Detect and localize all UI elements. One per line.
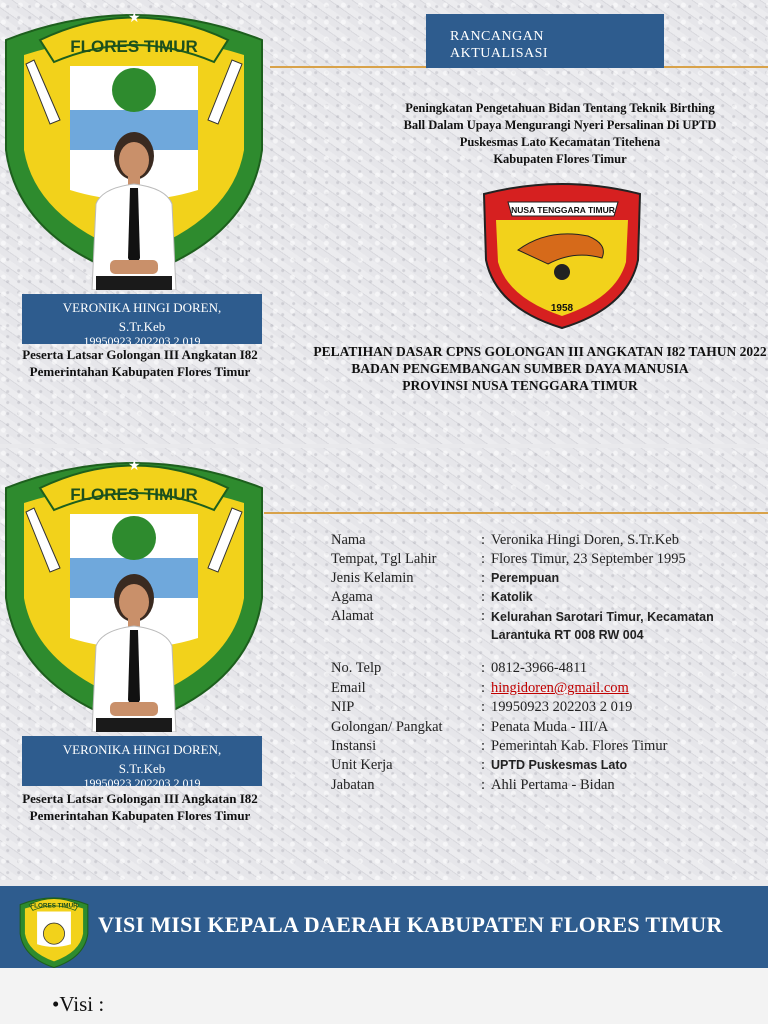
participant-nip: 19950923 202203 2 019 bbox=[83, 776, 201, 786]
svg-text:★: ★ bbox=[128, 11, 141, 26]
crest-banner-text: FLORES TIMUR bbox=[30, 902, 78, 910]
slide-cover bbox=[0, 0, 768, 444]
biodata-label: Email bbox=[331, 680, 366, 696]
biodata-value: Pemerintah Kab. Flores Timur bbox=[491, 738, 668, 754]
biodata-label: NIP bbox=[331, 699, 355, 715]
rancangan-aktualisasi-box bbox=[426, 14, 664, 68]
participant-name-box bbox=[22, 294, 262, 338]
biodata-value: UPTD Puskesmas Lato bbox=[491, 758, 628, 772]
ntt-banner-text: NUSA TENGGARA TIMUR bbox=[511, 205, 615, 215]
title-line-4: Kabupaten Flores Timur bbox=[493, 152, 627, 166]
biodata-label: Instansi bbox=[331, 738, 377, 754]
aktualisasi-title bbox=[368, 100, 752, 168]
profile-photo bbox=[88, 570, 180, 732]
crest-banner-text: FLORES TIMUR bbox=[70, 485, 198, 504]
biodata-value: Flores Timur, 23 September 1995 bbox=[491, 551, 686, 567]
profile-photo bbox=[88, 128, 180, 290]
pelatihan-line-3: PROVINSI NUSA TENGGARA TIMUR bbox=[402, 378, 638, 393]
biodata-value: Kelurahan Sarotari Timur, Kecamatan Larantuka RT 008 RW 004 bbox=[491, 610, 714, 642]
biodata-label: Golongan/ Pangkat bbox=[331, 719, 443, 735]
slide-visi-misi bbox=[0, 886, 768, 1024]
pelatihan-line-1: PELATIHAN DASAR CPNS GOLONGAN III ANGKATAN I82 TAHUN 2022 bbox=[313, 344, 767, 359]
pelatihan-line-2: BADAN PENGEMBANGAN SUMBER DAYA MANUSIA bbox=[351, 361, 689, 376]
participant-name: VERONIKA HINGI DOREN, bbox=[62, 742, 222, 757]
biodata-label: Alamat bbox=[331, 608, 374, 624]
biodata-label: Jenis Kelamin bbox=[331, 570, 414, 586]
peserta-line-1: Peserta Latsar Golongan III Angkatan I82 bbox=[22, 791, 258, 806]
slide-biodata: FLORES TIMUR ★ VERONIKA HINGI DOREN, S.Tr.Keb 19950923 202203 2 019 Peserta Latsar Golongan III Angkatan I82 Pemerintahan Kabupaten Flores Timur Nama : Veronika Hingi Doren, S.Tr.Keb Tempat, Tgl Lahir : Flores Timur, 23 September 1995 Jenis Kelamin : Perempuan Agama : Katolik Alamat : Kelurahan Sarotari Timur, Kecamatan Larantuka RT 008 RW 004 No. Telp : 0812-3966-4811 Email : hingidoren@gmail.com NIP : 19950923 202203 2 019 Golongan/ Pangkat : Penata Muda - III/A Instansi : Pemerintah Kab. Flores Timur Unit Kerja : UPTD Puskesmas Lato Jabatan : Ahli Pertama - Bidan bbox=[0, 448, 768, 880]
participant-name: VERONIKA HINGI DOREN, bbox=[62, 300, 222, 315]
peserta-caption bbox=[0, 346, 280, 380]
title-line-1: Peningkatan Pengetahuan Bidan Tentang Teknik Birthing bbox=[405, 101, 715, 115]
ntt-province-crest-logo bbox=[478, 180, 646, 330]
rancangan-line-2: AKTUALISASI bbox=[450, 46, 549, 61]
participant-nip-strip bbox=[22, 334, 262, 344]
biodata-value: 0812-3966-4811 bbox=[491, 660, 588, 676]
svg-text:★: ★ bbox=[128, 459, 141, 474]
rancangan-line-1: RANCANGAN bbox=[450, 29, 544, 44]
biodata-label: Agama bbox=[331, 589, 373, 605]
biodata-label: Tempat, Tgl Lahir bbox=[331, 551, 437, 567]
biodata-value: Veronika Hingi Doren, S.Tr.Keb bbox=[491, 532, 679, 548]
visi-misi-title: VISI MISI KEPALA DAERAH KABUPATEN FLORES TIMUR bbox=[98, 912, 723, 937]
participant-name-box bbox=[22, 736, 262, 780]
biodata-label: Jabatan bbox=[331, 777, 375, 793]
participant-nip: 19950923 202203 2 019 bbox=[83, 334, 201, 344]
ntt-year-text: 1958 bbox=[550, 303, 574, 314]
visi-label: •Visi : bbox=[52, 992, 105, 1016]
crest-banner-text: FLORES TIMUR bbox=[70, 37, 198, 56]
biodata-value: Ahli Pertama - Bidan bbox=[491, 777, 615, 793]
participant-degree: S.Tr.Keb bbox=[118, 319, 166, 334]
pelatihan-caption bbox=[290, 343, 768, 394]
biodata-label: Nama bbox=[331, 532, 366, 548]
biodata-label: Unit Kerja bbox=[331, 757, 393, 773]
email-link[interactable]: hingidoren@gmail.com bbox=[491, 680, 629, 696]
peserta-line-2: Pemerintahan Kabupaten Flores Timur bbox=[29, 808, 251, 823]
biodata-value: Katolik bbox=[491, 590, 533, 604]
biodata-value: Perempuan bbox=[491, 571, 560, 585]
peserta-caption bbox=[0, 790, 280, 824]
participant-nip-strip bbox=[22, 776, 262, 786]
biodata-label: No. Telp bbox=[331, 660, 382, 676]
flores-timur-crest-logo bbox=[14, 894, 94, 968]
peserta-line-1: Peserta Latsar Golongan III Angkatan I82 bbox=[22, 347, 258, 362]
biodata-value: Penata Muda - III/A bbox=[491, 719, 609, 735]
gold-divider bbox=[264, 512, 768, 514]
title-line-3: Puskesmas Lato Kecamatan Titehena bbox=[459, 135, 661, 149]
title-line-2: Ball Dalam Upaya Mengurangi Nyeri Persalinan Di UPTD bbox=[403, 118, 717, 132]
peserta-line-2: Pemerintahan Kabupaten Flores Timur bbox=[29, 364, 251, 379]
participant-degree: S.Tr.Keb bbox=[118, 761, 166, 776]
biodata-value: 19950923 202203 2 019 bbox=[491, 699, 633, 715]
